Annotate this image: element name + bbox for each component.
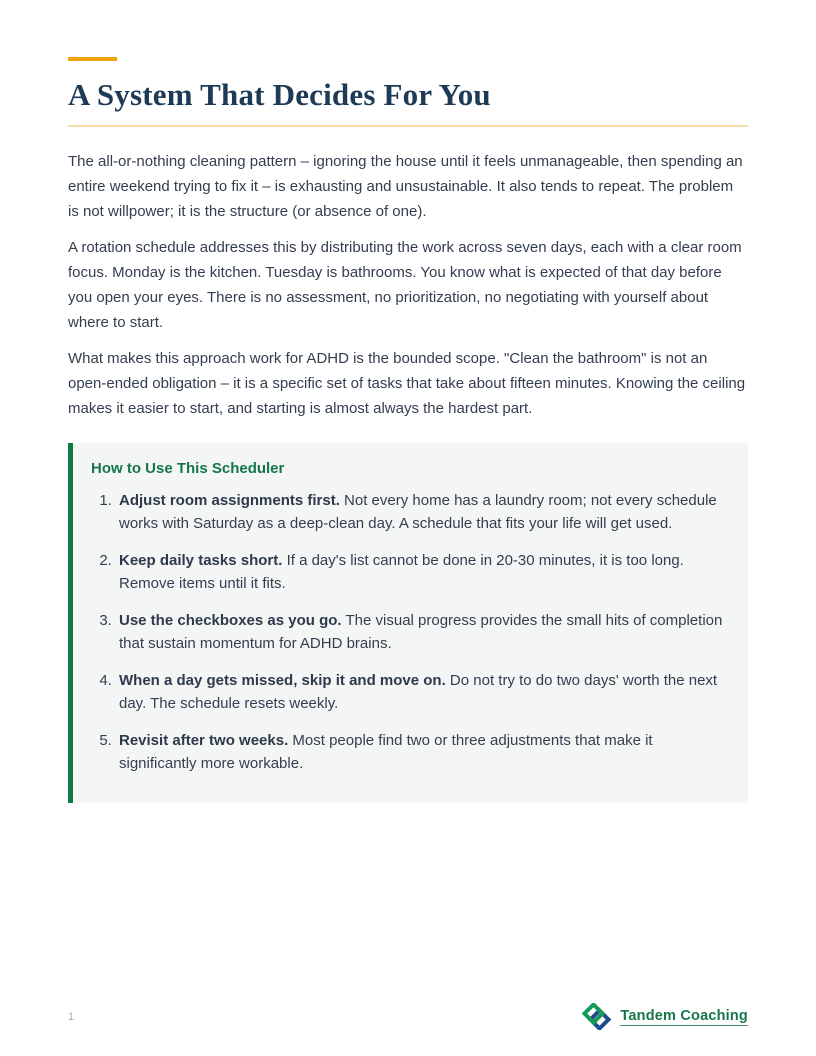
page-number: 1: [68, 1010, 75, 1023]
list-item-lead: Revisit after two weeks.: [119, 731, 289, 749]
list-item: [116, 669, 724, 715]
title-divider: [68, 125, 748, 127]
list-item-lead: Keep daily tasks short.: [119, 551, 283, 569]
list-item-lead: When a day gets missed, skip it and move on.: [119, 671, 446, 689]
list-item-text: Do not try to do two days' worth the next day. The schedule resets weekly.: [119, 671, 718, 712]
title-accent-bar: [68, 57, 117, 61]
brand-name: Tandem Coaching: [620, 1007, 748, 1024]
list-item-text: Most people find two or three adjustments that make it significantly more workable.: [119, 731, 653, 772]
list-item: [116, 729, 724, 775]
paragraph: The all-or-nothing cleaning pattern – ignoring the house until it feels unmanageable, then spending an entire weekend trying to fix it – is exhausting and unsustainable. It also tends to repeat. The problem is not willpower; it is the structure (or absence of one).: [68, 152, 743, 220]
how-to-use-callout: [68, 443, 748, 803]
brand-logo: [581, 1003, 748, 1030]
list-item: [116, 609, 724, 655]
page-footer: [68, 1003, 748, 1030]
page-title: A System That Decides For You: [68, 77, 491, 112]
callout-list: [91, 489, 724, 775]
list-item-text: The visual progress provides the small hits of completion that sustain momentum for ADHD brains.: [119, 611, 723, 652]
list-item-text: Not every home has a laundry room; not every schedule works with Saturday as a deep-clean day. A schedule that fits your life will get used.: [119, 491, 717, 532]
list-item: [116, 549, 724, 595]
list-item-text: If a day's list cannot be done in 20-30 minutes, it is too long. Remove items until it fits.: [119, 551, 684, 592]
callout-title: How to Use This Scheduler: [91, 459, 285, 477]
interlocking-diamonds-icon: [581, 1003, 612, 1030]
list-item-lead: Adjust room assignments first.: [119, 491, 340, 509]
list-item-lead: Use the checkboxes as you go.: [119, 611, 342, 629]
paragraph: A rotation schedule addresses this by distributing the work across seven days, each with a clear room focus. Monday is the kitchen. Tuesday is bathrooms. You know what is expected of that day before you open your eyes. There is no assessment, no prioritization, no negotiating with yourself about where to start.: [68, 238, 742, 331]
list-item: [116, 489, 724, 535]
paragraph: What makes this approach work for ADHD is the bounded scope. "Clean the bathroom" is not an open-ended obligation – it is a specific set of tasks that take about fifteen minutes. Knowing the ceiling makes it easier to start, and starting is almost always the hardest part.: [68, 349, 746, 417]
